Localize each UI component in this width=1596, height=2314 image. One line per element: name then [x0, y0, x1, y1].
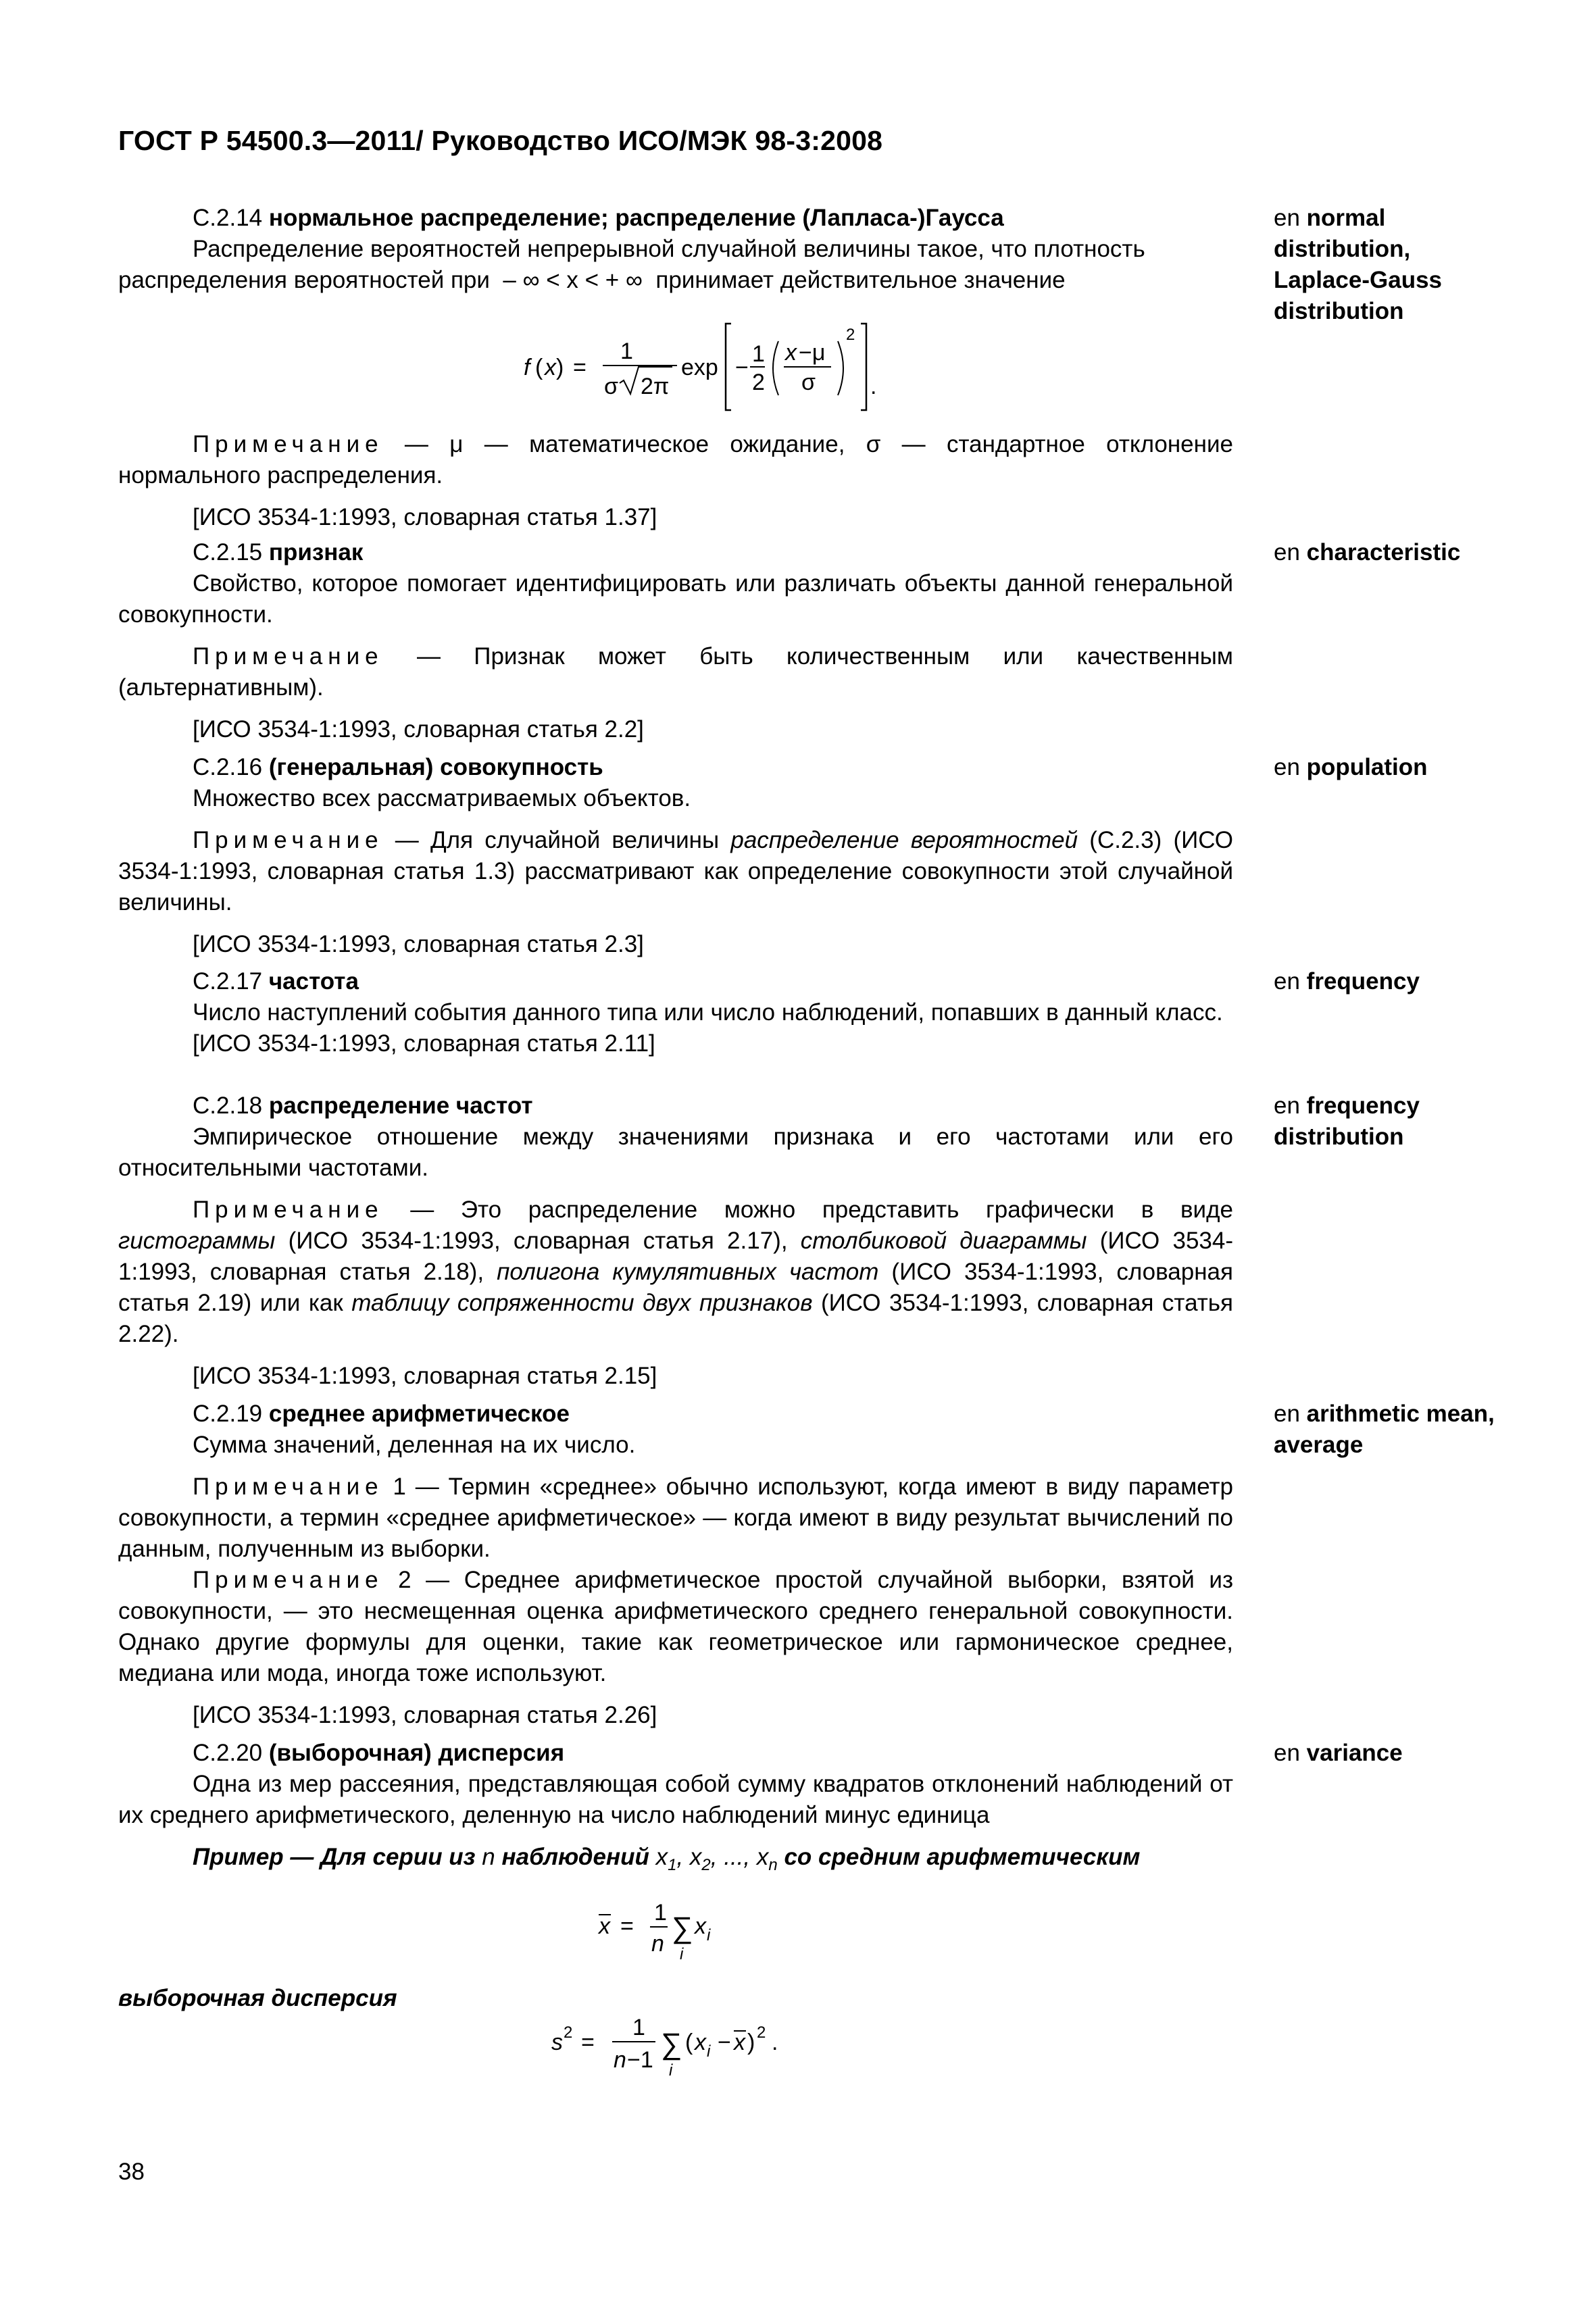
source-reference: [ИСО 3534-1:1993, словарная статья 2.15] [193, 1363, 657, 1389]
svg-text:−: − [718, 2030, 731, 2055]
svg-text:2: 2 [752, 370, 765, 395]
svg-text:n: n [614, 2047, 626, 2073]
entry-heading [118, 752, 1233, 783]
english-term: population [1306, 754, 1428, 780]
entry-term: признак [268, 539, 364, 565]
svg-text:x: x [599, 1913, 610, 1939]
source-reference: [ИСО 3534-1:1993, словарная статья 2.3] [193, 931, 644, 957]
svg-text:σ: σ [604, 374, 618, 399]
note-label: Примечание [193, 1567, 384, 1593]
english-term: frequency [1306, 968, 1420, 995]
svg-text:1: 1 [620, 338, 633, 364]
svg-text:1: 1 [752, 341, 765, 367]
svg-text:∑: ∑ [661, 2028, 682, 2061]
entry-heading [118, 1399, 1233, 1430]
svg-text:−μ: −μ [799, 340, 826, 366]
svg-text:s: s [551, 2030, 563, 2055]
note: Примечание — Для случайной величины распределение вероятностей (С.2.3) (ИСО 3534-1:1993, словарная статья 1.3) рассматривают как определение совокупности этой случайной величины. [118, 827, 1233, 915]
svg-text:=: = [620, 1913, 634, 1939]
english-term: normal distribution, Laplace-Gauss distribution [1274, 205, 1442, 324]
entry-number: С.2.14 [193, 205, 263, 231]
entry-definition: Эмпирическое отношение между значениями признака и его частотами или его относительными частотами. [118, 1124, 1233, 1181]
entry-c215 [118, 537, 1233, 745]
entry-c220 [118, 1738, 1233, 1881]
note: Примечание — μ — математическое ожидание, σ — стандартное отклонение нормального распределения. [118, 431, 1233, 488]
entry-heading [118, 1738, 1233, 1769]
entry-definition: Распределение вероятностей непрерывной случайной величины такое, что плотность [193, 236, 1145, 262]
english-term: characteristic [1306, 539, 1461, 565]
entry-c217 [118, 966, 1233, 1059]
english-term: arithmetic mean, average [1274, 1401, 1495, 1458]
svg-text:∑: ∑ [672, 1911, 693, 1944]
entry-heading [118, 1090, 1233, 1122]
svg-text:x: x [695, 2030, 706, 2055]
svg-text:2: 2 [846, 326, 855, 344]
english-term: frequency distribution [1274, 1092, 1420, 1150]
entry-c214 [118, 203, 1233, 296]
svg-text:x: x [785, 340, 797, 366]
english-equivalent-c219: en arithmetic mean, average [1274, 1401, 1495, 1458]
entry-c218 [118, 1090, 1233, 1392]
source-reference: [ИСО 3534-1:1993, словарная статья 2.2] [193, 716, 644, 743]
svg-text:=: = [573, 355, 587, 380]
entry-term: (выборочная) дисперсия [268, 1740, 565, 1766]
english-equivalent-c215: en characteristic [1274, 539, 1461, 565]
svg-text:.: . [772, 2030, 778, 2055]
entry-heading [118, 966, 1233, 997]
note: Примечание — Признак может быть количественным или качественным (альтернативным). [118, 643, 1233, 701]
entry-term: распределение частот [268, 1092, 533, 1119]
svg-text:−1: −1 [627, 2047, 653, 2073]
entry-term: частота [268, 968, 359, 995]
range-expression: – ∞ < x < + ∞ [503, 267, 643, 293]
svg-text:f: f [524, 355, 530, 380]
svg-text:): ) [747, 2030, 755, 2055]
english-equivalent-c217: en frequency [1274, 968, 1420, 995]
page-number: 38 [118, 2159, 145, 2185]
svg-text:x: x [695, 1913, 706, 1939]
svg-text:i: i [707, 2042, 711, 2061]
svg-text:n: n [651, 1931, 664, 1957]
note-label: Примечание [193, 1197, 384, 1223]
note-label: Примечание [193, 827, 384, 853]
entry-c214-note [118, 429, 1233, 533]
svg-text:−: − [735, 355, 749, 380]
note-1: Примечание 1 — Термин «среднее» обычно используют, когда имеют в виду параметр совокупности, а термин «среднее арифметическое» — когда имеют в виду результат вычислений по данным, полученным из выборки. [118, 1474, 1233, 1562]
svg-text:1: 1 [632, 2015, 645, 2040]
entry-number: С.2.17 [193, 968, 263, 995]
entry-number: С.2.20 [193, 1740, 263, 1766]
svg-text:(: ( [535, 355, 543, 380]
note-label: Примечание [193, 643, 384, 670]
svg-text:2π: 2π [641, 374, 670, 399]
entry-number: С.2.18 [193, 1092, 263, 1119]
entry-heading [118, 537, 1233, 568]
example-text: Пример — Для серии из n наблюдений $x_1$, $x_2$, ..., $x_n$ со средним арифметическим [193, 1844, 1141, 1874]
note-label: Примечание [193, 1474, 384, 1500]
svg-text:=: = [581, 2030, 595, 2055]
svg-text:x: x [545, 355, 556, 380]
svg-text:.: . [870, 374, 877, 399]
svg-text:i: i [707, 1926, 711, 1944]
entry-c216 [118, 752, 1233, 960]
entry-definition: Свойство, которое помогает идентифицировать или различать объекты данной генеральной совокупности. [118, 570, 1233, 628]
english-equivalent-c214: en normal distribution, Laplace-Gauss distribution [1274, 205, 1442, 324]
entry-term: среднее арифметическое [268, 1401, 570, 1427]
svg-text:(: ( [685, 2030, 693, 2055]
entry-number: С.2.19 [193, 1401, 263, 1427]
source-reference: [ИСО 3534-1:1993, словарная статья 2.11] [193, 1030, 655, 1057]
note-label: Примечание [193, 431, 384, 457]
english-equivalent-c220: en variance [1274, 1740, 1403, 1766]
sample-variance-label: выборочная дисперсия [118, 1985, 397, 2011]
svg-text:x: x [734, 2030, 745, 2055]
note-2: Примечание 2 — Среднее арифметическое простой случайной выборки, взятой из совокупности, — это несмещенная оценка арифметического среднего генеральной совокупности. Однако другие формулы для оценки, такие как геометрическое или гармоническое среднее, медиана или мода, иногда тоже используют. [118, 1567, 1233, 1686]
svg-text:): ) [556, 355, 564, 380]
english-equivalent-c218: en frequency distribution [1274, 1092, 1420, 1150]
english-equivalent-c216: en population [1274, 754, 1428, 780]
svg-text:2: 2 [757, 2023, 766, 2042]
entry-heading [118, 203, 1233, 234]
svg-text:i: i [680, 1945, 684, 1963]
entry-number: С.2.15 [193, 539, 263, 565]
source-reference: [ИСО 3534-1:1993, словарная статья 2.26] [193, 1702, 657, 1728]
entry-c219 [118, 1399, 1233, 1731]
source-reference: [ИСО 3534-1:1993, словарная статья 1.37] [193, 504, 657, 530]
svg-text:1: 1 [654, 1900, 667, 1926]
entry-definition-cont: распределения вероятностей при – ∞ < x < + ∞ принимает действительное значение [118, 267, 1066, 293]
entry-definition: Одна из мер рассеяния, представляющая собой сумму квадратов отклонений наблюдений от их среднего арифметического, деленную на число наблюдений минус единица [118, 1771, 1233, 1828]
variance-formula [547, 2000, 818, 2088]
entry-number: С.2.16 [193, 754, 263, 780]
svg-text:2: 2 [564, 2023, 573, 2042]
document-header: ГОСТ Р 54500.3—2011/ Руководство ИСО/МЭК 98-3:2008 [118, 125, 883, 156]
entry-definition: Число наступлений события данного типа или число наблюдений, попавших в данный класс. [193, 999, 1223, 1026]
entry-definition: Множество всех рассматриваемых объектов. [193, 785, 691, 811]
svg-text:exp: exp [681, 355, 718, 380]
entry-definition: Сумма значений, деленная на их число. [193, 1432, 636, 1458]
entry-term: нормальное распределение; распределение (Лапласа-)Гаусса [268, 205, 1004, 231]
svg-text:σ: σ [801, 370, 816, 395]
gaussian-formula [520, 314, 912, 416]
english-term: variance [1306, 1740, 1403, 1766]
svg-text:i: i [669, 2061, 673, 2080]
entry-term: (генеральная) совокупность [268, 754, 603, 780]
mean-formula [595, 1892, 757, 1973]
note: Примечание — Это распределение можно представить графически в виде гистограммы (ИСО 3534-1:1993, словарная статья 2.17), столбиковой диаграммы (ИСО 3534-1:1993, словарная статья 2.18), полигона кумулятивных частот (ИСО 3534-1:1993, словарная статья 2.19) или как таблицу сопряженности двух признаков (ИСО 3534-1:1993, словарная статья 2.22). [118, 1197, 1234, 1347]
